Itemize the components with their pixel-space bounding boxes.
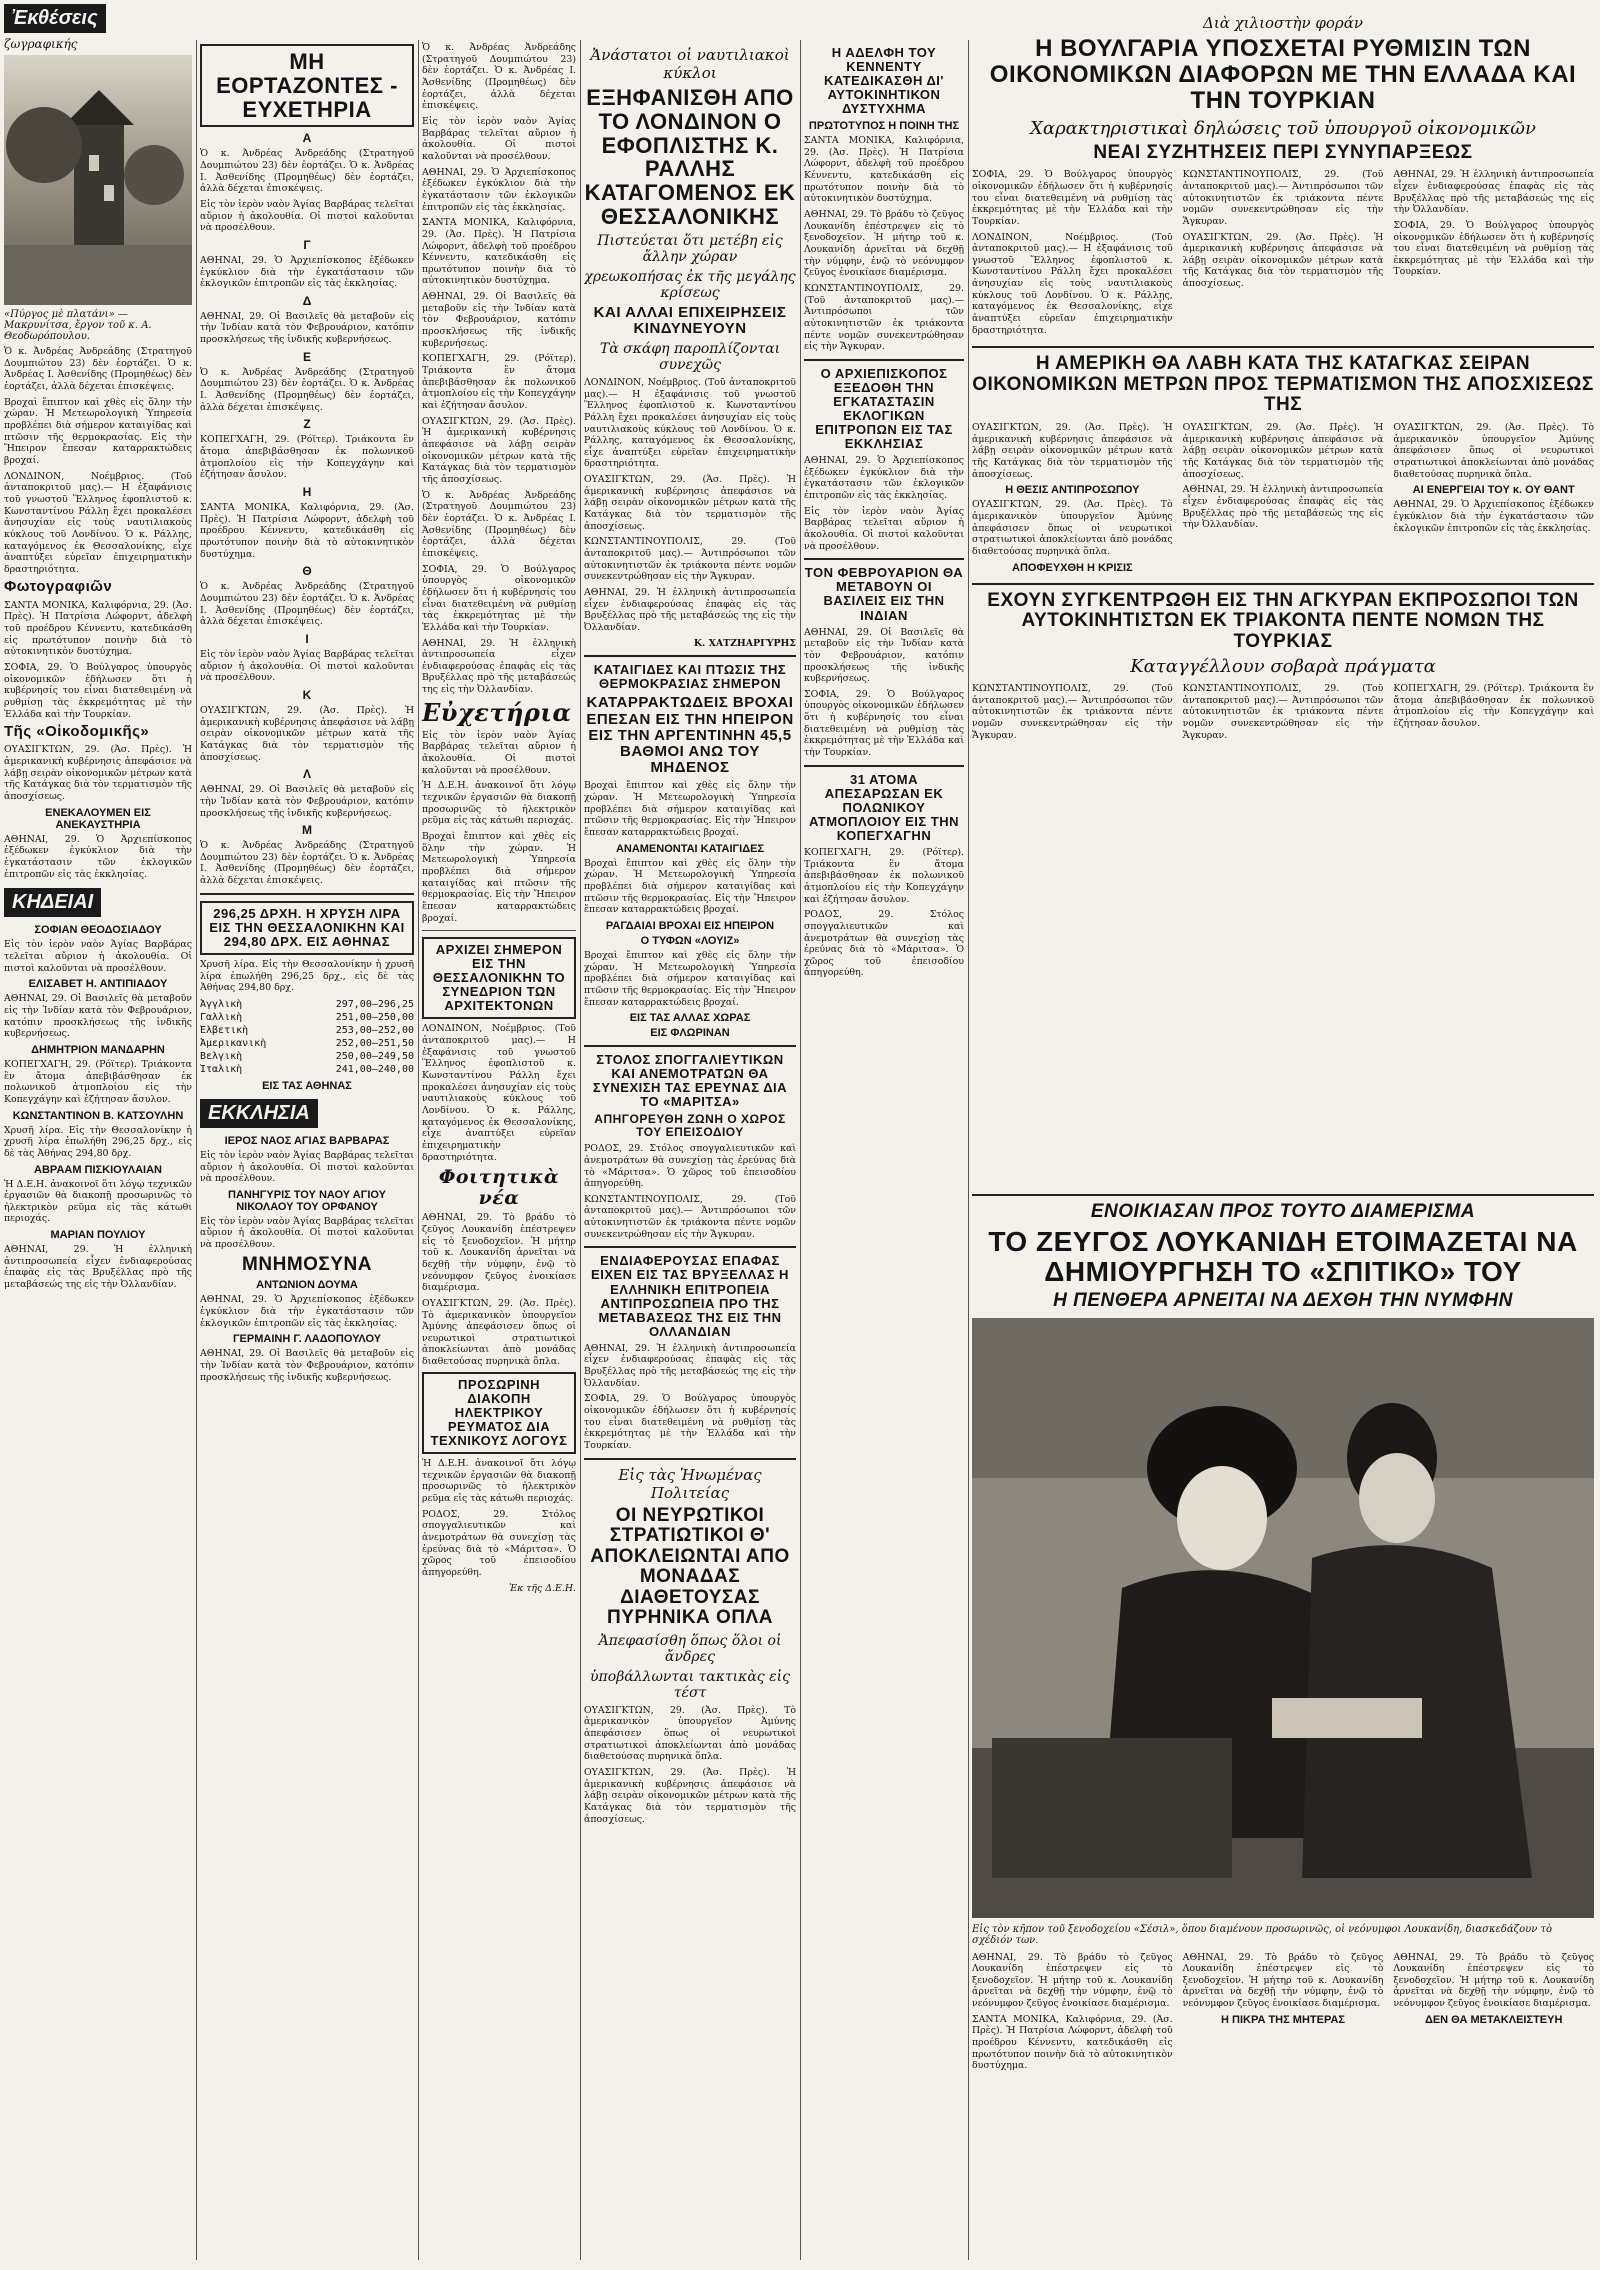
- article-body: ΑΘΗΝΑΙ, 29. Ἡ ἑλληνικὴ ἀντιπροσωπεία εἶχεν ἐνδιαφερούσας ἐπαφὰς εἰς τὰς Βρυξέλλας πρὸ τῆς μεταβάσεώς της εἰς τὴν Ὀλλανδίαν.: [1182, 484, 1384, 531]
- price-value: 297,00—296,25: [335, 998, 414, 1010]
- article-body: ΛΟΝΔΙΝΟΝ, Νοέμβριος. (Τοῦ ἀνταποκριτοῦ μας).— Η ἐξαφάνισις τοῦ γνωστοῦ Ἕλληνος ἐφοπλιστοῦ κ. Κωνσταντίνου Ράλλη ἔχει προκαλέσει ἀνησυχίαν εἰς τοὺς ναυτιλιακοὺς κύκλους τοῦ Λονδίνου. Ὁ κ. Ράλλης, καταγόμενος ἐκ Θεσσαλονίκης, εἶχε ἀναπτύξει εὐρεῖαν ἐπιχειρηματικὴν δραστηριότητα.: [584, 376, 796, 470]
- article-body: ΟΥΑΣΙΓΚΤΩΝ, 29. (Ἀσ. Πρὲς). Ἡ ἀμερικανικὴ κυβέρνησις ἀπεφάσισε νὰ λάβῃ σειρὰν οἰκονομικῶν μέτρων κατὰ τῆς Κατάγκας διὰ τὸν τερματισμὸν τῆς ἀποσχίσεως.: [422, 415, 576, 485]
- article-body: Ὁ κ. Ἀνδρέας Ἀνδρεάδης (Στρατηγοῦ Δουμπιώτου 23) δὲν ἑορτάζει. Ὁ κ. Ἀνδρέας Ι. Ἀσθενίδης (Προμηθέως) δὲν ἑορτάζει, ἀλλὰ δέχεται ἐπισκέψεις.: [200, 840, 414, 887]
- text-column: [1183, 420, 1384, 577]
- ship-headline: 31 ΑΤΟΜΑ ΑΠΕΣΑΡΩΣΑΝ ΕΚ ΠΟΛΩΝΙΚΟΥ ΑΤΜΟΠΛΟΙΟΥ ΕΙΣ ΤΗΝ ΚΟΠΕΓΧΑΓΗΝ: [808, 771, 960, 843]
- letter-heading: Κ: [302, 687, 312, 702]
- text-column: [972, 681, 1173, 745]
- article-body: Εἰς τὸν ἱερὸν ναὸν Ἁγίας Βαρβάρας τελεῖται αὔριον ἡ ἀκολουθία. Οἱ πιστοὶ καλοῦνται νὰ προσέλθουν.: [200, 648, 414, 684]
- article-body: Βροχαὶ ἔπιπτον καὶ χθὲς εἰς ὅλην τὴν χώραν. Ἡ Μετεωρολογικὴ Ὑπηρεσία προβλέπει διὰ σήμερον καταιγίδας καὶ πτῶσιν τῆς θερμοκρασίας. Εἰς τὴν Ἤπειρον ἔπεσαν καταρρακτώδεις βροχαί.: [422, 830, 576, 924]
- architects-title: ΑΡΧΙΖΕΙ ΣΗΜΕΡΟΝ ΕΙΣ ΤΗΝ ΘΕΣΣΑΛΟΝΙΚΗΝ ΤΟ ΣΥΝΕΔΡΙΟΝ ΤΩΝ ΑΡΧΙΤΕΚΤΟΝΩΝ: [422, 937, 576, 1019]
- letter-heading: Μ: [302, 823, 312, 838]
- byline: Κ. ΧΑΤΖΗΑΡΓΥΡΗΣ: [693, 637, 796, 649]
- letter-heading: Δ: [302, 293, 312, 308]
- article-body: ΚΟΠΕΓΧΑΓΗ, 29. (Ρόϊτερ). Τριάκοντα ἓν ἄτομα ἀπεβιβάσθησαν ἐκ πολωνικοῦ ἀτμοπλοίου εἰς τὴν Κοπεγχάγην καὶ ἐζήτησαν ἄσυλον.: [422, 353, 576, 412]
- article-body: ΑΘΗΝΑΙ, 29. Τὸ βράδυ τὸ ζεῦγος Λουκανίδη ἐπέστρεψεν εἰς τὸ ξενοδοχεῖον. Ἡ μήτηρ τοῦ κ. Λουκανίδη ἀρνεῖται νὰ δεχθῇ τὴν νύμφην, ἐνῷ τὸ νεόνυμφον ζεῦγος ἐνοικίασε διαμέρισμα.: [972, 1951, 1173, 2010]
- article-body: ΑΘΗΝΑΙ, 29. Ἡ ἑλληνικὴ ἀντιπροσωπεία εἶχεν ἐνδιαφερούσας ἐπαφὰς εἰς τὰς Βρυξέλλας πρὸ τῆς μεταβάσεώς της εἰς τὴν Ὀλλανδίαν.: [584, 587, 796, 633]
- article-body: ΑΘΗΝΑΙ, 29. Οἱ Βασιλεῖς θὰ μεταβοῦν εἰς τὴν Ἰνδίαν κατὰ τὸν Φεβρουάριον, κατόπιν προσκλήσεως τῆς ἰνδικῆς κυβερνήσεως.: [804, 626, 964, 685]
- section-heading: Τῆς «Οἰκοδομικῆς»: [4, 723, 150, 741]
- article-body: ΟΥΑΣΙΓΚΤΩΝ, 29. (Ἀσ. Πρὲς). Τὸ ἀμερικανικὸν ὑπουργεῖον Ἀμύνης ἀπεφάσισεν ὅπως οἱ νευρωτικοὶ στρατιωτικοὶ ἀποκλείωνται ἀπὸ μονάδας διαθετούσας πυρηνικὰ ὅπλα.: [1393, 421, 1594, 480]
- article-body: Εἰς τὸν ἱερὸν ναὸν Ἁγίας Βαρβάρας τελεῖται αὔριον ἡ ἀκολουθία. Οἱ πιστοὶ καλοῦνται νὰ προσέλθουν.: [804, 505, 964, 552]
- article-body: Χρυσῆ λίρα. Εἰς τὴν Θεσσαλονίκην ἡ χρυσῆ λίρα ἐπωλήθη 296,25 δρχ., εἰς δὲ τὰς Ἀθήνας 294,80 δρχ.: [200, 958, 414, 994]
- article-body: ΑΘΗΝΑΙ, 29. Ἡ ἑλληνικὴ ἀντιπροσωπεία εἶχεν ἐνδιαφερούσας ἐπαφὰς εἰς τὰς Βρυξέλλας πρὸ τῆς μεταβάσεώς της εἰς τὴν Ὀλλανδίαν.: [584, 1342, 796, 1389]
- article-body: Ὁ κ. Ἀνδρέας Ἀνδρεάδης (Στρατηγοῦ Δουμπιώτου 23) δὲν ἑορτάζει. Ὁ κ. Ἀνδρέας Ι. Ἀσθενίδης (Προμηθέως) δὲν ἑορτάζει, ἀλλὰ δέχεται ἐπισκέψεις.: [200, 366, 414, 413]
- article-body: ΑΘΗΝΑΙ, 29. Ὁ Ἀρχιεπίσκοπος ἐξέδωκεν ἐγκύκλιον διὰ τὴν ἐγκατάστασιν τῶν ἐκλογικῶν ἐπιτροπῶν εἰς τὰς ἐκκλησίας.: [200, 1294, 414, 1329]
- power-outage-title: ΠΡΟΣΩΡΙΝΗ ΔΙΑΚΟΠΗ ΗΛΕΚΤΡΙΚΟΥ ΡΕΥΜΑΤΟΣ ΔΙΑ ΤΕΧΝΙΚΟΥΣ ΛΟΓΟΥΣ: [422, 1372, 576, 1454]
- article-body: ΑΘΗΝΑΙ, 29. Οἱ Βασιλεῖς θὰ μεταβοῦν εἰς τὴν Ἰνδίαν κατὰ τὸν Φεβρουάριον, κατόπιν προσκλήσεως τῆς ἰνδικῆς κυβερνήσεως.: [4, 993, 192, 1040]
- rallis-kicker: Ἀνάστατοι οἱ ναυτιλιακοὶ κύκλοι: [590, 46, 790, 82]
- article-body: Ὁ κ. Ἀνδρέας Ἀνδρεάδης (Στρατηγοῦ Δουμπιώτου 23) δὲν ἑορτάζει. Ὁ κ. Ἀνδρέας Ι. Ἀσθενίδης (Προμηθέως) δὲν ἑορτάζει, ἀλλὰ δέχεται ἐπισκέψεις.: [422, 489, 576, 559]
- section-subtitle: ζωγραφικής: [4, 37, 78, 51]
- text-column: [972, 1950, 1173, 2077]
- turkey-deck: Καταγγέλλουν σοβαρὰ πράγματα: [1130, 656, 1436, 678]
- weather-headline: ΚΑΤΑΙΓΙΔΕΣ ΚΑΙ ΠΤΩΣΙΣ ΤΗΣ ΘΕΡΜΟΚΡΑΣΙΑΣ ΣΗΜΕΡΟΝ: [593, 662, 787, 692]
- photo-caption: «Πύργος μὲ πλατάνι» — Μακρυνίτσα, ἔργον τοῦ κ. Α. Θεοδωρόπουλου.: [4, 309, 152, 342]
- price-row: [200, 1037, 414, 1050]
- price-label: Ἑλβετικὴ: [200, 1024, 249, 1036]
- text-column: [1183, 1950, 1384, 2077]
- text-column: [1183, 681, 1384, 745]
- text-column: [1393, 681, 1594, 745]
- article-body: Εἰς τὸν ἱερὸν ναὸν Ἁγίας Βαρβάρας τελεῖται αὔριον ἡ ἀκολουθία. Οἱ πιστοὶ καλοῦνται νὰ προσέλθουν.: [200, 198, 414, 234]
- article-body: ΟΥΑΣΙΓΚΤΩΝ, 29. (Ἀσ. Πρὲς). Τὸ ἀμερικανικὸν ὑπουργεῖον Ἀμύνης ἀπεφάσισεν ὅπως οἱ νευρωτικοὶ στρατιωτικοὶ ἀποκλείωνται ἀπὸ μονάδας διαθετούσας πυρηνικὰ ὅπλα.: [972, 499, 1173, 557]
- article-body: Ὁ κ. Ἀνδρέας Ἀνδρεάδης (Στρατηγοῦ Δουμπιώτου 23) δὲν ἑορτάζει. Ὁ κ. Ἀνδρέας Ι. Ἀσθενίδης (Προμηθέως) δὲν ἑορτάζει, ἀλλὰ δέχεται ἐπισκέψεις.: [200, 581, 414, 628]
- article-body: ΑΘΗΝΑΙ, 29. Τὸ βράδυ τὸ ζεῦγος Λουκανίδη ἐπέστρεψεν εἰς τὸ ξενοδοχεῖον. Ἡ μήτηρ τοῦ κ. Λουκανίδη ἀρνεῖται νὰ δεχθῇ τὴν νύμφην, ἐνῷ τὸ νεόνυμφον ζεῦγος ἐνοικίασε διαμέρισμα.: [1182, 1951, 1384, 2010]
- price-value: 252,00—251,50: [335, 1037, 414, 1049]
- article-body: ΡΟΔΟΣ, 29. Στόλος σπογγαλιευτικῶν καὶ ἀνεμοτράτων θὰ συνεχίσῃ τὰς ἐρεύνας διὰ τὸ «Μάριτσα». Ὁ χῶρος τοῦ ἐπεισοδίου ἀπηγορεύθη.: [584, 1143, 796, 1190]
- loukanidis-subhead: Η ΠΙΚΡΑ ΤΗΣ ΜΗΤΕΡΑΣ: [1221, 2013, 1346, 2026]
- divider: [972, 583, 1594, 585]
- letter-heading: Λ: [302, 767, 311, 782]
- price-table: [200, 998, 414, 1076]
- article-body: ΑΘΗΝΑΙ, 29. Ἡ ἑλληνικὴ ἀντιπροσωπεία εἶχεν ἐνδιαφερούσας ἐπαφὰς εἰς τὰς Βρυξέλλας πρὸ τῆς μεταβάσεώς της εἰς τὴν Ὀλλανδίαν.: [4, 1244, 192, 1291]
- namedays-title: ΜΗ ΕΟΡΤΑΖΟΝΤΕΣ - ΕΥΧΕΤΗΡΙΑ: [200, 44, 414, 127]
- maritsa-headline: ΣΤΟΛΟΣ ΣΠΟΓΓΑΛΙΕΥΤΙΚΩΝ ΚΑΙ ΑΝΕΜΟΤΡΑΤΩΝ ΘΑ ΣΥΝΕΧΙΣΗ ΤΑΣ ΕΡΕΥΝΑΣ ΔΙΑ ΤΟ «ΜΑΡΙΤΣΑ»: [592, 1052, 788, 1110]
- article-body: Ὁ κ. Ἀνδρέας Ἀνδρεάδης (Στρατηγοῦ Δουμπιώτου 23) δὲν ἑορτάζει. Ὁ κ. Ἀνδρέας Ι. Ἀσθενίδης (Προμηθέως) δὲν ἑορτάζει, ἀλλὰ δέχεται ἐπισκέψεις.: [422, 42, 576, 112]
- article-body: ΚΩΝΣΤΑΝΤΙΝΟΥΠΟΛΙΣ, 29. (Τοῦ ἀνταποκριτοῦ μας).— Ἀντιπρόσωποι τῶν αὐτοκινητιστῶν ἐκ τριάκοντα πέντε νομῶν συνεκεντρώθησαν εἰς τὴν Ἄγκυραν.: [584, 536, 796, 583]
- article-body: Βροχαὶ ἔπιπτον καὶ χθὲς εἰς ὅλην τὴν χώραν. Ἡ Μετεωρολογικὴ Ὑπηρεσία προβλέπει διὰ σήμερον καταιγίδας καὶ πτῶσιν τῆς θερμοκρασίας. Εἰς τὴν Ἤπειρον ἔπεσαν καταρρακτώδεις βροχαί.: [4, 396, 192, 466]
- price-row: [200, 1050, 414, 1063]
- section-heading: Φωτογραφιῶν: [4, 578, 113, 596]
- article-body: Ἡ Δ.Ε.Η. ἀνακοινοῖ ὅτι λόγῳ τεχνικῶν ἐργασιῶν θὰ διακοπῇ προσωρινῶς τὸ ἠλεκτρικὸν ρεῦμα εἰς τὰς κάτωθι περιοχάς.: [4, 1178, 192, 1225]
- mnimosyna-heading: ΜΝΗΜΟΣΥΝΑ: [242, 1253, 372, 1275]
- funeral-name: ΑΒΡΑΑΜ ΠΙΣΚΙΟΥΛΑΙΑΝ: [34, 1163, 162, 1176]
- weather-subhead: ΕΙΣ ΤΑΣ ΑΛΛΑΣ ΧΩΡΑΣ: [629, 1012, 751, 1025]
- gold-price-title: 296,25 ΔΡΧΗ. Η ΧΡΥΣΗ ΛΙΡΑ ΕΙΣ ΤΗΝ ΘΕΣΣΑΛΟΝΙΚΗΝ ΚΑΙ 294,80 ΔΡΧ. ΕΙΣ ΑΘΗΝΑΣ: [200, 901, 414, 955]
- rallis-deck: Πιστεύεται ὅτι μετέβη εἰς ἄλλην χώραν: [597, 232, 783, 265]
- euxetiria-heading: Εὐχετήρια: [422, 697, 572, 727]
- article-body: ΣΟΦΙΑ, 29. Ὁ Βούλγαρος ὑπουργὸς οἰκονομικῶν ἐδήλωσεν ὅτι ἡ κυβέρνησίς του εἶναι διατεθειμένη νὰ ρυθμίσῃ τὰς ἐκκρεμότητας μὲ τὴν Ἑλλάδα καὶ τὴν Τουρκίαν.: [4, 661, 192, 720]
- column-left: [4, 4, 192, 2260]
- article-body: Ἡ Δ.Ε.Η. ἀνακοινοῖ ὅτι λόγῳ τεχνικῶν ἐργασιῶν θὰ διακοπῇ προσωρινῶς τὸ ἠλεκτρικὸν ρεῦμα εἰς τὰς κάτωθι περιοχάς.: [422, 780, 576, 827]
- article-body: ΟΥΑΣΙΓΚΤΩΝ, 29. (Ἀσ. Πρὲς). Ἡ ἀμερικανικὴ κυβέρνησις ἀπεφάσισε νὰ λάβῃ σειρὰν οἰκονομικῶν μέτρων κατὰ τῆς Κατάγκας διὰ τὸν τερματισμὸν τῆς ἀποσχίσεως.: [584, 1766, 796, 1825]
- article-body: ΣΑΝΤΑ ΜΟΝΙΚΑ, Καλιφόρνια, 29. (Ἀσ. Πρὲς). Ἡ Πατρίσια Λώφορντ, ἀδελφὴ τοῦ προέδρου Κέννεντυ, κατεδικάσθη εἰς πρωτότυπον ποινὴν διὰ τὸ αὐτοκινητικὸν δυστύχημα.: [4, 599, 192, 658]
- article-body: ΚΟΠΕΓΧΑΓΗ, 29. (Ρόϊτερ). Τριάκοντα ἓν ἄτομα ἀπεβιβάσθησαν ἐκ πολωνικοῦ ἀτμοπλοίου εἰς τὴν Κοπεγχάγην καὶ ἐζήτησαν ἄσυλον.: [804, 846, 964, 905]
- article-body: Εἰς τὸν ἱερὸν ναὸν Ἁγίας Βαρβάρας τελεῖται αὔριον ἡ ἀκολουθία. Οἱ πιστοὶ καλοῦνται νὰ προσέλθουν.: [422, 115, 576, 162]
- bulgaria-body-columns: [972, 167, 1594, 340]
- article-body: ΡΟΔΟΣ, 29. Στόλος σπογγαλιευτικῶν καὶ ἀνεμοτράτων θὰ συνεχίσῃ τὰς ἐρεύνας διὰ τὸ «Μάριτσα». Ὁ χῶρος τοῦ ἐπεισοδίου ἀπηγορεύθη.: [804, 909, 964, 979]
- article-body: ΚΟΠΕΓΧΑΓΗ, 29. (Ρόϊτερ). Τριάκοντα ἓν ἄτομα ἀπεβιβάσθησαν ἐκ πολωνικοῦ ἀτμοπλοίου εἰς τὴν Κοπεγχάγην καὶ ἐζήτησαν ἄσυλον.: [200, 434, 414, 481]
- article-body: ΣΟΦΙΑ, 29. Ὁ Βούλγαρος ὑπουργὸς οἰκονομικῶν ἐδήλωσεν ὅτι ἡ κυβέρνησίς του εἶναι διατεθειμένη νὰ ρυθμίσῃ τὰς ἐκκρεμότητας μὲ τὴν Ἑλλάδα καὶ τὴν Τουρκίαν.: [972, 169, 1173, 227]
- america-subhead: ΑΠΟΦΕΥΧΘΗ Η ΚΡΙΣΙΣ: [1012, 561, 1133, 574]
- article-body: ΑΘΗΝΑΙ, 29. Οἱ Βασιλεῖς θὰ μεταβοῦν εἰς τὴν Ἰνδίαν κατὰ τὸν Φεβρουάριον, κατόπιν προσκλήσεως τῆς ἰνδικῆς κυβερνήσεως.: [200, 784, 414, 819]
- usa-headline: ΟΙ ΝΕΥΡΩΤΙΚΟΙ ΣΤΡΑΤΙΩΤΙΚΟΙ Θ' ΑΠΟΚΛΕΙΩΝΤΑΙ ΑΠΟ ΜΟΝΑΔΑΣ ΔΙΑΘΕΤΟΥΣΑΣ ΠΥΡΗΝΙΚΑ ΟΠΛΑ: [590, 1504, 790, 1629]
- letter-heading: Ζ: [303, 417, 311, 432]
- article-body: Εἰς τὸν ἱερὸν ναὸν Ἁγίας Βαρβάρας τελεῖται αὔριον ἡ ἀκολουθία. Οἱ πιστοὶ καλοῦνται νὰ προσέλθουν.: [4, 939, 192, 974]
- price-label: Γαλλικὴ: [200, 1011, 243, 1023]
- section-title-kideiai: ΚΗΔΕΙΑΙ: [4, 888, 101, 917]
- article-body: Εἰς τὸν ἱερὸν ναὸν Ἁγίας Βαρβάρας τελεῖται αὔριον ἡ ἀκολουθία. Οἱ πιστοὶ καλοῦνται νὰ προσέλθουν.: [422, 729, 576, 776]
- article-body: ΚΟΠΕΓΧΑΓΗ, 29. (Ρόϊτερ). Τριάκοντα ἓν ἄτομα ἀπεβιβάσθησαν ἐκ πολωνικοῦ ἀτμοπλοίου εἰς τὴν Κοπεγχάγην καὶ ἐζήτησαν ἄσυλον.: [4, 1058, 192, 1105]
- section-title-ekklisia: ΕΚΚΛΗΣΙΑ: [200, 1099, 318, 1128]
- article-body: ΡΟΔΟΣ, 29. Στόλος σπογγαλιευτικῶν καὶ ἀνεμοτράτων θὰ συνεχίσῃ τὰς ἐρεύνας διὰ τὸ «Μάριτσα». Ὁ χῶρος τοῦ ἐπεισοδίου ἀπηγορεύθη.: [422, 1508, 576, 1578]
- america-headline: Η ΑΜΕΡΙΚΗ ΘΑ ΛΑΒΗ ΚΑΤΑ ΤΗΣ ΚΑΤΑΓΚΑΣ ΣΕΙΡΑΝ ΟΙΚΟΝΟΜΙΚΩΝ ΜΕΤΡΩΝ ΠΡΟΣ ΤΕΡΜΑΤΙΣΜΟΝ ΤΗΣ ΑΠΟΣΧΙΣΕΩΣ ΤΗΣ: [972, 353, 1594, 416]
- church-heading: ΙΕΡΟΣ ΝΑΟΣ ΑΓΙΑΣ ΒΑΡΒΑΡΑΣ: [224, 1134, 390, 1147]
- column-rule: [580, 40, 581, 2260]
- india-headline: ΤΟΝ ΦΕΒΡΟΥΑΡΙΟΝ ΘΑ ΜΕΤΑΒΟΥΝ ΟΙ ΒΑΣΙΛΕΙΣ ΕΙΣ ΤΗΝ ΙΝΔΙΑΝ: [804, 565, 964, 623]
- weather-subhead: ΡΑΓΔΑΙΑΙ ΒΡΟΧΑΙ ΕΙΣ ΗΠΕΙΡΟΝ: [605, 919, 775, 932]
- turkey-body-columns: [972, 681, 1594, 745]
- article-body: ΚΩΝΣΤΑΝΤΙΝΟΥΠΟΛΙΣ, 29. (Τοῦ ἀνταποκριτοῦ μας).— Ἀντιπρόσωποι τῶν αὐτοκινητιστῶν ἐκ τριάκοντα πέντε νομῶν συνεκεντρώθησαν εἰς τὴν Ἄγκυραν.: [1182, 683, 1384, 741]
- funeral-name: ΣΟΦΙΑΝ ΘΕΟΔΟΣΙΑΔΟΥ: [34, 924, 162, 937]
- article-body: Βροχαὶ ἔπιπτον καὶ χθὲς εἰς ὅλην τὴν χώραν. Ἡ Μετεωρολογικὴ Ὑπηρεσία προβλέπει διὰ σήμερον καταιγίδας καὶ πτῶσιν τῆς θερμοκρασίας. Εἰς τὴν Ἤπειρον ἔπεσαν καταρρακτώδεις βροχαί.: [584, 857, 796, 916]
- usa-deck: ὑποβάλλωνται τακτικὰς εἰς τέστ: [590, 1668, 790, 1701]
- letter-heading: Α: [302, 131, 312, 146]
- column-right: [972, 10, 1594, 1185]
- letter-heading: Ι: [305, 631, 309, 646]
- article-body: ΟΥΑΣΙΓΚΤΩΝ, 29. (Ἀσ. Πρὲς). Τὸ ἀμερικανικὸν ὑπουργεῖον Ἀμύνης ἀπεφάσισεν ὅπως οἱ νευρωτικοὶ στρατιωτικοὶ ἀποκλείωνται ἀπὸ μονάδας διαθετούσας πυρηνικὰ ὅπλα.: [422, 1297, 576, 1368]
- article-body: Βροχαὶ ἔπιπτον καὶ χθὲς εἰς ὅλην τὴν χώραν. Ἡ Μετεωρολογικὴ Ὑπηρεσία προβλέπει διὰ σήμερον καταιγίδας καὶ πτῶσιν τῆς θερμοκρασίας. Εἰς τὴν Ἤπειρον ἔπεσαν καταρρακτώδεις βροχαί.: [584, 780, 796, 838]
- article-body: ΑΘΗΝΑΙ, 29. Οἱ Βασιλεῖς θὰ μεταβοῦν εἰς τὴν Ἰνδίαν κατὰ τὸν Φεβρουάριον, κατόπιν προσκλήσεως τῆς ἰνδικῆς κυβερνήσεως.: [200, 310, 414, 346]
- article-body: ΑΘΗΝΑΙ, 29. Ὁ Ἀρχιεπίσκοπος ἐξέδωκεν ἐγκύκλιον διὰ τὴν ἐγκατάστασιν τῶν ἐκλογικῶν ἐπιτροπῶν εἰς τὰς ἐκκλησίας.: [200, 254, 414, 290]
- weather-subhead: Ο ΤΥΦΩΝ «ΛΟΥΙΖ»: [640, 934, 740, 947]
- divider: [804, 359, 964, 361]
- divider: [584, 655, 796, 657]
- article-body: ΚΟΠΕΓΧΑΓΗ, 29. (Ρόϊτερ). Τριάκοντα ἓν ἄτομα ἀπεβιβάσθησαν ἐκ πολωνικοῦ ἀτμοπλοίου εἰς τὴν Κοπεγχάγην καὶ ἐζήτησαν ἄσυλον.: [1393, 683, 1594, 730]
- column-rallis: [584, 42, 796, 2260]
- divider: [972, 346, 1594, 348]
- article-body: Ὁ κ. Ἀνδρέας Ἀνδρεάδης (Στρατηγοῦ Δουμπιώτου 23) δὲν ἑορτάζει. Ὁ κ. Ἀνδρέας Ι. Ἀσθενίδης (Προμηθέως) δὲν ἑορτάζει, ἀλλὰ δέχεται ἐπισκέψεις.: [4, 346, 192, 392]
- article-body: ΟΥΑΣΙΓΚΤΩΝ, 29. (Ἀσ. Πρὲς). Ἡ ἀμερικανικὴ κυβέρνησις ἀπεφάσισε νὰ λάβῃ σειρὰν οἰκονομικῶν μέτρων κατὰ τῆς Κατάγκας διὰ τὸν τερματισμὸν τῆς ἀποσχίσεως.: [200, 704, 414, 763]
- article-body: ΛΟΝΔΙΝΟΝ, Νοέμβριος. (Τοῦ ἀνταποκριτοῦ μας).— Η ἐξαφάνισις τοῦ γνωστοῦ Ἕλληνος ἐφοπλιστοῦ κ. Κωνσταντίνου Ράλλη ἔχει προκαλέσει ἀνησυχίαν εἰς τοὺς ναυτιλιακοὺς κύκλους τοῦ Λονδίνου. Ὁ κ. Ράλλης, καταγόμενος ἐκ Θεσσαλονίκης, εἶχε ἀναπτύξει εὐρεῖαν ἐπιχειρηματικὴν δραστηριότητα.: [4, 470, 192, 575]
- article-body: ΑΘΗΝΑΙ, 29. Τὸ βράδυ τὸ ζεῦγος Λουκανίδη ἐπέστρεψεν εἰς τὸ ξενοδοχεῖον. Ἡ μήτηρ τοῦ κ. Λουκανίδη ἀρνεῖται νὰ δεχθῇ τὴν νύμφην, ἐνῷ τὸ νεόνυμφον ζεῦγος ἐνοικίασε διαμέρισμα.: [1393, 1951, 1594, 2010]
- article-body: ΣΑΝΤΑ ΜΟΝΙΚΑ, Καλιφόρνια, 29. (Ἀσ. Πρὲς). Ἡ Πατρίσια Λώφορντ, ἀδελφὴ τοῦ προέδρου Κέννεντυ, κατεδικάσθη εἰς πρωτότυπον ποινὴν διὰ τὸ αὐτοκινητικὸν δυστύχημα.: [422, 217, 576, 287]
- article-body: ΣΑΝΤΑ ΜΟΝΙΚΑ, Καλιφόρνια, 29. (Ἀσ. Πρὲς). Ἡ Πατρίσια Λώφορντ, ἀδελφὴ τοῦ προέδρου Κέννεντυ, κατεδικάσθη εἰς πρωτότυπον ποινὴν διὰ τὸ αὐτοκινητικὸν δυστύχημα.: [804, 135, 964, 205]
- memorial-name: ΑΝΤΩΝΙΟΝ ΔΟΥΜΑ: [256, 1279, 358, 1292]
- article-body: Βροχαὶ ἔπιπτον καὶ χθὲς εἰς ὅλην τὴν χώραν. Ἡ Μετεωρολογικὴ Ὑπηρεσία προβλέπει διὰ σήμερον καταιγίδας καὶ πτῶσιν τῆς θερμοκρασίας. Εἰς τὴν Ἤπειρον ἔπεσαν καταρρακτώδεις βροχαί.: [584, 949, 796, 1008]
- america-subhead: Η ΘΕΣΙΣ ΑΝΤΙΠΡΟΣΩΠΟΥ: [1005, 484, 1140, 497]
- rallis-deck: χρεωκοπήσας ἐκ τῆς μεγάλης κρίσεως: [584, 268, 796, 301]
- divider: [584, 1045, 796, 1047]
- rallis-subhead: ΚΑΙ ΑΛΛΑΙ ΕΠΙΧΕΙΡΗΣΕΙΣ ΚΙΝΔΥΝΕΥΟΥΝ: [593, 303, 787, 337]
- column-kennedy: [804, 42, 964, 1185]
- column-rule: [196, 40, 197, 2260]
- kennedy-subhead: ΠΡΩΤΟΤΥΠΟΣ Η ΠΟΙΝΗ ΤΗΣ: [808, 120, 960, 133]
- text-column: [1393, 167, 1594, 340]
- article-body: ΟΥΑΣΙΓΚΤΩΝ, 29. (Ἀσ. Πρὲς). Ἡ ἀμερικανικὴ κυβέρνησις ἀπεφάσισε νὰ λάβῃ σειρὰν οἰκονομικῶν μέτρων κατὰ τῆς Κατάγκας διὰ τὸν τερματισμὸν τῆς ἀποσχίσεως.: [584, 474, 796, 532]
- article-body: ΣΟΦΙΑ, 29. Ὁ Βούλγαρος ὑπουργὸς οἰκονομικῶν ἐδήλωσεν ὅτι ἡ κυβέρνησίς του εἶναι διατεθειμένη νὰ ρυθμίσῃ τὰς ἐκκρεμότητας μὲ τὴν Ἑλλάδα καὶ τὴν Τουρκίαν.: [1393, 219, 1594, 278]
- article-body: ΟΥΑΣΙΓΚΤΩΝ, 29. (Ἀσ. Πρὲς). Ἡ ἀμερικανικὴ κυβέρνησις ἀπεφάσισε νὰ λάβῃ σειρὰν οἰκονομικῶν μέτρων κατὰ τῆς Κατάγκας διὰ τὸν τερματισμὸν τῆς ἀποσχίσεως.: [1182, 231, 1384, 290]
- divider: [584, 1246, 796, 1248]
- price-row: [200, 1063, 414, 1076]
- article-body: ΣΑΝΤΑ ΜΟΝΙΚΑ, Καλιφόρνια, 29. (Ἀσ. Πρὲς). Ἡ Πατρίσια Λώφορντ, ἀδελφὴ τοῦ προέδρου Κέννεντυ, κατεδικάσθη εἰς πρωτότυπον ποινὴν διὰ τὸ αὐτοκινητικὸν δυστύχημα.: [972, 2013, 1173, 2072]
- article-body: ΟΥΑΣΙΓΚΤΩΝ, 29. (Ἀσ. Πρὲς). Ἡ ἀμερικανικὴ κυβέρνησις ἀπεφάσισε νὰ λάβῃ σειρὰν οἰκονομικῶν μέτρων κατὰ τῆς Κατάγκας διὰ τὸν τερματισμὸν τῆς ἀποσχίσεως.: [972, 421, 1173, 480]
- athens-label: ΕΙΣ ΤΑΣ ΑΘΗΝΑΣ: [262, 1079, 352, 1092]
- usa-kicker: Εἰς τὰς Ἡνωμένας Πολιτείας: [618, 1465, 762, 1502]
- photo-caption: Εἰς τὸν κῆπον τοῦ ξενοδοχείου «Σέσιλ», ὅπου διαμένουν προσωρινῶς, οἱ νεόνυμφοι Λουκανίδη, διασκεδάζουν τὸ σχέδιόν των.: [972, 1923, 1552, 1946]
- loukanidis-subhead: ΔΕΝ ΘΑ ΜΕΤΑΚΛΕΙΣΤΕΥΗ: [1424, 2013, 1563, 2026]
- article-body: ΚΩΝΣΤΑΝΤΙΝΟΥΠΟΛΙΣ, 29. (Τοῦ ἀνταποκριτοῦ μας).— Ἀντιπρόσωποι τῶν αὐτοκινητιστῶν ἐκ τριάκοντα πέντε νομῶν συνεκεντρώθησαν εἰς τὴν Ἄγκυραν.: [972, 683, 1173, 741]
- couple-photo-illustration: [972, 1318, 1594, 1918]
- bulgaria-deck: Χαρακτηριστικαὶ δηλώσεις τοῦ ὑπουργοῦ οἰκονομικῶν: [1030, 117, 1536, 139]
- article-body: ΣΟΦΙΑ, 29. Ὁ Βούλγαρος ὑπουργὸς οἰκονομικῶν ἐδήλωσεν ὅτι ἡ κυβέρνησίς του εἶναι διατεθειμένη νὰ ρυθμίσῃ τὰς ἐκκρεμότητας μὲ τὴν Ἑλλάδα καὶ τὴν Τουρκίαν.: [584, 1393, 796, 1451]
- brussels-headline: ΕΝΔΙΑΦΕΡΟΥΣΑΣ ΕΠΑΦΑΣ ΕΙΧΕΝ ΕΙΣ ΤΑΣ ΒΡΥΞΕΛΛΑΣ Η ΕΛΛΗΝΙΚΗ ΕΠΙΤΡΟΠΕΙΑ ΑΝΤΙΠΡΟΣΩΠΕΙΑ ΠΡΟ ΤΗΣ ΜΕΤΑΒΑΣΕΩΣ ΤΗΣ ΕΙΣ ΤΗΝ ΟΛΛΑΝΔΙΑΝ: [591, 1253, 789, 1339]
- price-value: 253,00—252,00: [335, 1024, 414, 1036]
- article-body: ΚΩΝΣΤΑΝΤΙΝΟΥΠΟΛΙΣ, 29. (Τοῦ ἀνταποκριτοῦ μας).— Ἀντιπρόσωποι τῶν αὐτοκινητιστῶν ἐκ τριάκοντα πέντε νομῶν συνεκεντρώθησαν εἰς τὴν Ἄγκυραν.: [804, 283, 964, 353]
- usa-deck: Ἀπεφασίσθη ὅπως ὅλοι οἱ ἄνδρες: [598, 1632, 782, 1665]
- article-body: ΛΟΝΔΙΝΟΝ, Νοέμβριος. (Τοῦ ἀνταποκριτοῦ μας).— Η ἐξαφάνισις τοῦ γνωστοῦ Ἕλληνος ἐφοπλιστοῦ κ. Κωνσταντίνου Ράλλη ἔχει προκαλέσει ἀνησυχίαν εἰς τοὺς ναυτιλιακοὺς κύκλους τοῦ Λονδίνου. Ὁ κ. Ράλλης, καταγόμενος ἐκ Θεσσαλονίκης, εἶχε ἀναπτύξει εὐρεῖαν ἐπιχειρηματικὴν δραστηριότητα.: [972, 231, 1173, 336]
- maritsa-deck: ΑΠΗΓΟΡΕΥΘΗ ΖΩΝΗ Ο ΧΩΡΟΣ ΤΟΥ ΕΠΕΙΣΟΔΙΟΥ: [594, 1112, 786, 1140]
- price-value: 241,00—240,00: [335, 1063, 414, 1075]
- bulgaria-headline: Η ΒΟΥΛΓΑΡΙΑ ΥΠΟΣΧΕΤΑΙ ΡΥΘΜΙΣΙΝ ΤΩΝ ΟΙΚΟΝΟΜΙΚΩΝ ΔΙΑΦΟΡΩΝ ΜΕ ΤΗΝ ΕΛΛΑΔΑ ΚΑΙ ΤΗΝ ΤΟΥΡΚΙΑΝ: [989, 35, 1577, 114]
- article-body: ΟΥΑΣΙΓΚΤΩΝ, 29. (Ἀσ. Πρὲς). Ἡ ἀμερικανικὴ κυβέρνησις ἀπεφάσισε νὰ λάβῃ σειρὰν οἰκονομικῶν μέτρων κατὰ τῆς Κατάγκας διὰ τὸν τερματισμὸν τῆς ἀποσχίσεως.: [4, 744, 192, 803]
- price-label: Ἰταλικὴ: [200, 1063, 243, 1075]
- america-body-columns: [972, 420, 1594, 577]
- column-namedays: [200, 40, 414, 2260]
- divider: [804, 765, 964, 767]
- archbishop-headline: Ο ΑΡΧΙΕΠΙΣΚΟΠΟΣ ΕΞΕΔΟΘΗ ΤΗΝ ΕΓΚΑΤΑΣΤΑΣΙΝ ΕΚΛΟΓΙΚΩΝ ΕΠΙΤΡΟΠΩΝ ΕΙΣ ΤΑΣ ΕΚΚΛΗΣΙΑΣ: [815, 365, 953, 452]
- article-body: Εἰς τὸν ἱερὸν ναὸν Ἁγίας Βαρβάρας τελεῖται αὔριον ἡ ἀκολουθία. Οἱ πιστοὶ καλοῦνται νὰ προσέλθουν.: [200, 1149, 414, 1185]
- article-body: ΑΘΗΝΑΙ, 29. Ὁ Ἀρχιεπίσκοπος ἐξέδωκεν ἐγκύκλιον διὰ τὴν ἐγκατάστασιν τῶν ἐκλογικῶν ἐπιτροπῶν εἰς τὰς ἐκκλησίας.: [4, 833, 192, 880]
- notice-heading: ΕΝΕΚΑΛΟΥΜΕΝ ΕΙΣ ΑΝΕΚΑΥΣΤΗΡΙΑ: [45, 806, 151, 831]
- article-body: Εἰς τὸν ἱερὸν ναὸν Ἁγίας Βαρβάρας τελεῖται αὔριον ἡ ἀκολουθία. Οἱ πιστοὶ καλοῦνται νὰ προσέλθουν.: [200, 1215, 414, 1251]
- painting-photo: [4, 55, 192, 305]
- weather-subhead: ΑΝΑΜΕΝΟΝΤΑΙ ΚΑΤΑΙΓΙΔΕΣ: [615, 842, 765, 855]
- article-body: ΛΟΝΔΙΝΟΝ, Νοέμβριος. (Τοῦ ἀνταποκριτοῦ μας).— Η ἐξαφάνισις τοῦ γνωστοῦ Ἕλληνος ἐφοπλιστοῦ κ. Κωνσταντίνου Ράλλη ἔχει προκαλέσει ἀνησυχίαν εἰς τοὺς ναυτιλιακοὺς κύκλους τοῦ Λονδίνου. Ὁ κ. Ράλλης, καταγόμενος ἐκ Θεσσαλονίκης, εἶχε ἀναπτύξει εὐρεῖαν ἐπιχειρηματικὴν δραστηριότητα.: [422, 1023, 576, 1163]
- turkey-headline: ΕΧΟΥΝ ΣΥΓΚΕΝΤΡΩΘΗ ΕΙΣ ΤΗΝ ΑΓΚΥΡΑΝ ΕΚΠΡΟΣΩΠΟΙ ΤΩΝ ΑΥΤΟΚΙΝΗΤΙΣΤΩΝ ΕΚ ΤΡΙΑΚΟΝΤΑ ΠΕΝΤΕ ΝΟΜΩΝ ΤΗΣ ΤΟΥΡΚΙΑΣ: [987, 589, 1579, 652]
- weather-headline-main: ΚΑΤΑΡΡΑΚΤΩΔΕΙΣ ΒΡΟΧΑΙ ΕΠΕΣΑΝ ΕΙΣ ΤΗΝ ΗΠΕΙΡΟΝ ΕΙΣ ΤΗΝ ΑΡΓΕΝΤΙΝΗΝ 45,5 ΒΑΘΜΟΙ ΑΝΩ ΤΟΥ ΜΗΔΕΝΟΣ: [586, 694, 794, 777]
- student-news-heading: Φοιτητικὰ νέα: [438, 1166, 560, 1209]
- loukanidis-kicker: ΕΝΟΙΚΙΑΣΑΝ ΠΡΟΣ ΤΟΥΤΟ ΔΙΑΜΕΡΙΣΜΑ: [1090, 1201, 1476, 1222]
- text-column: [1183, 167, 1384, 340]
- article-body: ΟΥΑΣΙΓΚΤΩΝ, 29. (Ἀσ. Πρὲς). Ἡ ἀμερικανικὴ κυβέρνησις ἀπεφάσισε νὰ λάβῃ σειρὰν οἰκονομικῶν μέτρων κατὰ τῆς Κατάγκας διὰ τὸν τερματισμὸν τῆς ἀποσχίσεως.: [1182, 421, 1384, 480]
- divider: [584, 1458, 796, 1460]
- loukanidis-article: [972, 1188, 1594, 2260]
- loukanidis-body-columns: [972, 1950, 1594, 2077]
- price-label: Βελγικὴ: [200, 1050, 243, 1062]
- article-body: ΑΘΗΝΑΙ, 29. Ἡ ἑλληνικὴ ἀντιπροσωπεία εἶχεν ἐνδιαφερούσας ἐπαφὰς εἰς τὰς Βρυξέλλας πρὸ τῆς μεταβάσεώς της εἰς τὴν Ὀλλανδίαν.: [1393, 169, 1594, 216]
- article-body: ΟΥΑΣΙΓΚΤΩΝ, 29. (Ἀσ. Πρὲς). Τὸ ἀμερικανικὸν ὑπουργεῖον Ἀμύνης ἀπεφάσισεν ὅπως οἱ νευρωτικοὶ στρατιωτικοὶ ἀποκλείωνται ἀπὸ μονάδας διαθετούσας πυρηνικὰ ὅπλα.: [584, 1704, 796, 1763]
- divider: [972, 1194, 1594, 1196]
- price-label: Ἀμερικανικὴ: [200, 1037, 267, 1049]
- article-body: Ὁ κ. Ἀνδρέας Ἀνδρεάδης (Στρατηγοῦ Δουμπιώτου 23) δὲν ἑορτάζει. Ὁ κ. Ἀνδρέας Ι. Ἀσθενίδης (Προμηθέως) δὲν ἑορτάζει, ἀλλὰ δέχεται ἐπισκέψεις.: [200, 148, 414, 195]
- bulgaria-subhead: ΝΕΑΙ ΣΥΖΗΤΗΣΕΙΣ ΠΕΡΙ ΣΥΝΥΠΑΡΞΕΩΣ: [1093, 141, 1473, 163]
- letter-heading: Γ: [303, 237, 311, 252]
- kennedy-headline: Η ΑΔΕΛΦΗ ΤΟΥ ΚΕΝΝΕΝΤΥ ΚΑΤΕΔΙΚΑΣΘΗ ΔΙ' ΑΥΤΟΚΙΝΗΤΙΚΟΝ ΔΥΣΤΥΧΗΜΑ: [823, 45, 945, 117]
- article-body: ΑΘΗΝΑΙ, 29. Ὁ Ἀρχιεπίσκοπος ἐξέδωκεν ἐγκύκλιον διὰ τὴν ἐγκατάστασιν τῶν ἐκλογικῶν ἐπιτροπῶν εἰς τὰς ἐκκλησίας.: [1393, 499, 1594, 534]
- price-row: [200, 998, 414, 1011]
- article-body: ΑΘΗΝΑΙ, 29. Οἱ Βασιλεῖς θὰ μεταβοῦν εἰς τὴν Ἰνδίαν κατὰ τὸν Φεβρουάριον, κατόπιν προσκλήσεως τῆς ἰνδικῆς κυβερνήσεως.: [200, 1348, 414, 1383]
- article-body: ΑΘΗΝΑΙ, 29. Ὁ Ἀρχιεπίσκοπος ἐξέδωκεν ἐγκύκλιον διὰ τὴν ἐγκατάστασιν τῶν ἐκλογικῶν ἐπιτροπῶν εἰς τὰς ἐκκλησίας.: [422, 166, 576, 213]
- article-body: Ἡ Δ.Ε.Η. ἀνακοινοῖ ὅτι λόγῳ τεχνικῶν ἐργασιῶν θὰ διακοπῇ προσωρινῶς τὸ ἠλεκτρικὸν ρεῦμα εἰς τὰς κάτωθι περιοχάς.: [422, 1457, 576, 1504]
- letter-heading: Ε: [302, 349, 311, 364]
- loukanidis-deck: Η ΠΕΝΘΕΡΑ ΑΡΝΕΙΤΑΙ ΝΑ ΔΕΧΘΗ ΤΗΝ ΝΥΜΦΗΝ: [1053, 1289, 1513, 1311]
- price-row: [200, 1024, 414, 1037]
- article-body: ΚΩΝΣΤΑΝΤΙΝΟΥΠΟΛΙΣ, 29. (Τοῦ ἀνταποκριτοῦ μας).— Ἀντιπρόσωποι τῶν αὐτοκινητιστῶν ἐκ τριάκοντα πέντε νομῶν συνεκεντρώθησαν εἰς τὴν Ἄγκυραν.: [584, 1193, 796, 1240]
- divider: [422, 930, 576, 931]
- letter-heading: Θ: [302, 564, 312, 579]
- divider: [804, 558, 964, 560]
- bulgaria-kicker: Διὰ χιλιοστὴν φοράν: [1202, 14, 1363, 32]
- signoff: Ἐκ τῆς Δ.Ε.Η.: [509, 1582, 576, 1594]
- text-column: [1393, 420, 1594, 577]
- article-body: Χρυσῆ λίρα. Εἰς τὴν Θεσσαλονίκην ἡ χρυσῆ λίρα ἐπωλήθη 296,25 δρχ., εἰς δὲ τὰς Ἀθήνας 294,80 δρχ.: [4, 1124, 192, 1159]
- price-row: [200, 1011, 414, 1024]
- article-body: ΣΟΦΙΑ, 29. Ὁ Βούλγαρος ὑπουργὸς οἰκονομικῶν ἐδήλωσεν ὅτι ἡ κυβέρνησίς του εἶναι διατεθειμένη νὰ ρυθμίσῃ τὰς ἐκκρεμότητας μὲ τὴν Ἑλλάδα καὶ τὴν Τουρκίαν.: [804, 688, 964, 759]
- article-body: ΑΘΗΝΑΙ, 29. Τὸ βράδυ τὸ ζεῦγος Λουκανίδη ἐπέστρεψεν εἰς τὸ ξενοδοχεῖον. Ἡ μήτηρ τοῦ κ. Λουκανίδη ἀρνεῖται νὰ δεχθῇ τὴν νύμφην, ἐνῷ τὸ νεόνυμφον ζεῦγος ἐνοικίασε διαμέρισμα.: [422, 1212, 576, 1294]
- letter-heading: Η: [302, 485, 312, 500]
- article-body: ΣΑΝΤΑ ΜΟΝΙΚΑ, Καλιφόρνια, 29. (Ἀσ. Πρὲς). Ἡ Πατρίσια Λώφορντ, ἀδελφὴ τοῦ προέδρου Κέννεντυ, κατεδικάσθη εἰς πρωτότυπον ποινὴν διὰ τὸ αὐτοκινητικὸν δυστύχημα.: [200, 502, 414, 560]
- price-value: 250,00—249,50: [335, 1050, 414, 1062]
- loukanidis-headline: ΤΟ ΖΕΥΓΟΣ ΛΟΥΚΑΝΙΔΗ ΕΤΟΙΜΑΖΕΤΑΙ ΝΑ ΔΗΜΙΟΥΡΓΗΣΗ ΤΟ «ΣΠΙΤΙΚΟ» ΤΟΥ: [988, 1225, 1578, 1287]
- tower-tree-illustration: [4, 55, 192, 305]
- article-body: ΑΘΗΝΑΙ, 29. Τὸ βράδυ τὸ ζεῦγος Λουκανίδη ἐπέστρεψεν εἰς τὸ ξενοδοχεῖον. Ἡ μήτηρ τοῦ κ. Λουκανίδη ἀρνεῖται νὰ δεχθῇ τὴν νύμφην, ἐνῷ τὸ νεόνυμφον ζεῦγος ἐνοικίασε διαμέρισμα.: [804, 209, 964, 279]
- article-body: ΑΘΗΝΑΙ, 29. Ἡ ἑλληνικὴ ἀντιπροσωπεία εἶχεν ἐνδιαφερούσας ἐπαφὰς εἰς τὰς Βρυξέλλας πρὸ τῆς μεταβάσεώς της εἰς τὴν Ὀλλανδίαν.: [422, 637, 576, 696]
- text-column: [972, 167, 1173, 340]
- column-three: [422, 40, 576, 2260]
- weather-subhead: ΕΙΣ ΦΛΩΡΙΝΑΝ: [650, 1027, 730, 1040]
- price-label: Ἀγγλικὴ: [200, 998, 243, 1010]
- article-body: ΣΟΦΙΑ, 29. Ὁ Βούλγαρος ὑπουργὸς οἰκονομικῶν ἐδήλωσεν ὅτι ἡ κυβέρνησίς του εἶναι διατεθειμένη νὰ ρυθμίσῃ τὰς ἐκκρεμότητας μὲ τὴν Ἑλλάδα καὶ τὴν Τουρκίαν.: [422, 563, 576, 633]
- rallis-headline: ΕΞΗΦΑΝΙΣΘΗ ΑΠΟ ΤΟ ΛΟΝΔΙΝΟΝ Ο ΕΦΟΠΛΙΣΤΗΣ Κ. ΡΑΛΛΗΣ ΚΑΤΑΓΟΜΕΝΟΣ ΕΚ ΘΕΣΣΑΛΟΝΙΚΗΣ: [584, 85, 796, 229]
- column-rule: [968, 40, 969, 2260]
- article-body: ΚΩΝΣΤΑΝΤΙΝΟΥΠΟΛΙΣ, 29. (Τοῦ ἀνταποκριτοῦ μας).— Ἀντιπρόσωποι τῶν αὐτοκινητιστῶν ἐκ τριάκοντα πέντε νομῶν συνεκεντρώθησαν εἰς τὴν Ἄγκυραν.: [1182, 169, 1384, 227]
- divider: [200, 893, 414, 895]
- column-rule: [418, 40, 419, 2260]
- church-heading: ΠΑΝΗΓΥΡΙΣ ΤΟΥ ΝΑΟΥ ΑΓΙΟΥ ΝΙΚΟΛΑΟΥ ΤΟΥ ΟΡΦΑΝΟΥ: [228, 1188, 386, 1213]
- text-column: [1393, 1950, 1594, 2077]
- column-rule: [800, 40, 801, 2260]
- text-column: [972, 420, 1173, 577]
- couple-photo: [972, 1318, 1594, 1918]
- rallis-deck: Τὰ σκάφη παροπλίζονται συνεχῶς: [599, 340, 781, 373]
- price-value: 251,00—250,00: [335, 1011, 414, 1023]
- section-title-ektheseis: Ἐκθέσεις: [4, 4, 106, 33]
- article-body: ΑΘΗΝΑΙ, 29. Ὁ Ἀρχιεπίσκοπος ἐξέδωκεν ἐγκύκλιον διὰ τὴν ἐγκατάστασιν τῶν ἐκλογικῶν ἐπιτροπῶν εἰς τὰς ἐκκλησίας.: [804, 455, 964, 502]
- memorial-name: ΓΕΡΜΑΙΝΗ Γ. ΛΑΔΟΠΟΥΛΟΥ: [232, 1333, 382, 1346]
- article-body: ΑΘΗΝΑΙ, 29. Οἱ Βασιλεῖς θὰ μεταβοῦν εἰς τὴν Ἰνδίαν κατὰ τὸν Φεβρουάριον, κατόπιν προσκλήσεως τῆς ἰνδικῆς κυβερνήσεως.: [422, 291, 576, 349]
- america-subhead: ΑΙ ΕΝΕΡΓΕΙΑΙ ΤΟΥ κ. ΟΥ ΘΑΝΤ: [1412, 484, 1575, 497]
- funeral-name: ΔΗΜΗΤΡΙΟΝ ΜΑΝΔΑΡΗΝ: [31, 1043, 165, 1056]
- funeral-name: ΚΩΝΣΤΑΝΤΙΝΟΝ Β. ΚΑΤΣΟΥΛΗΝ: [12, 1109, 184, 1122]
- funeral-name: ΕΛΙΣΑΒΕΤ Η. ΑΝΤΙΠΙΑΔΟΥ: [28, 978, 168, 991]
- funeral-name: ΜΑΡΙΑΝ ΠΟΥΛΙΟΥ: [50, 1229, 146, 1242]
